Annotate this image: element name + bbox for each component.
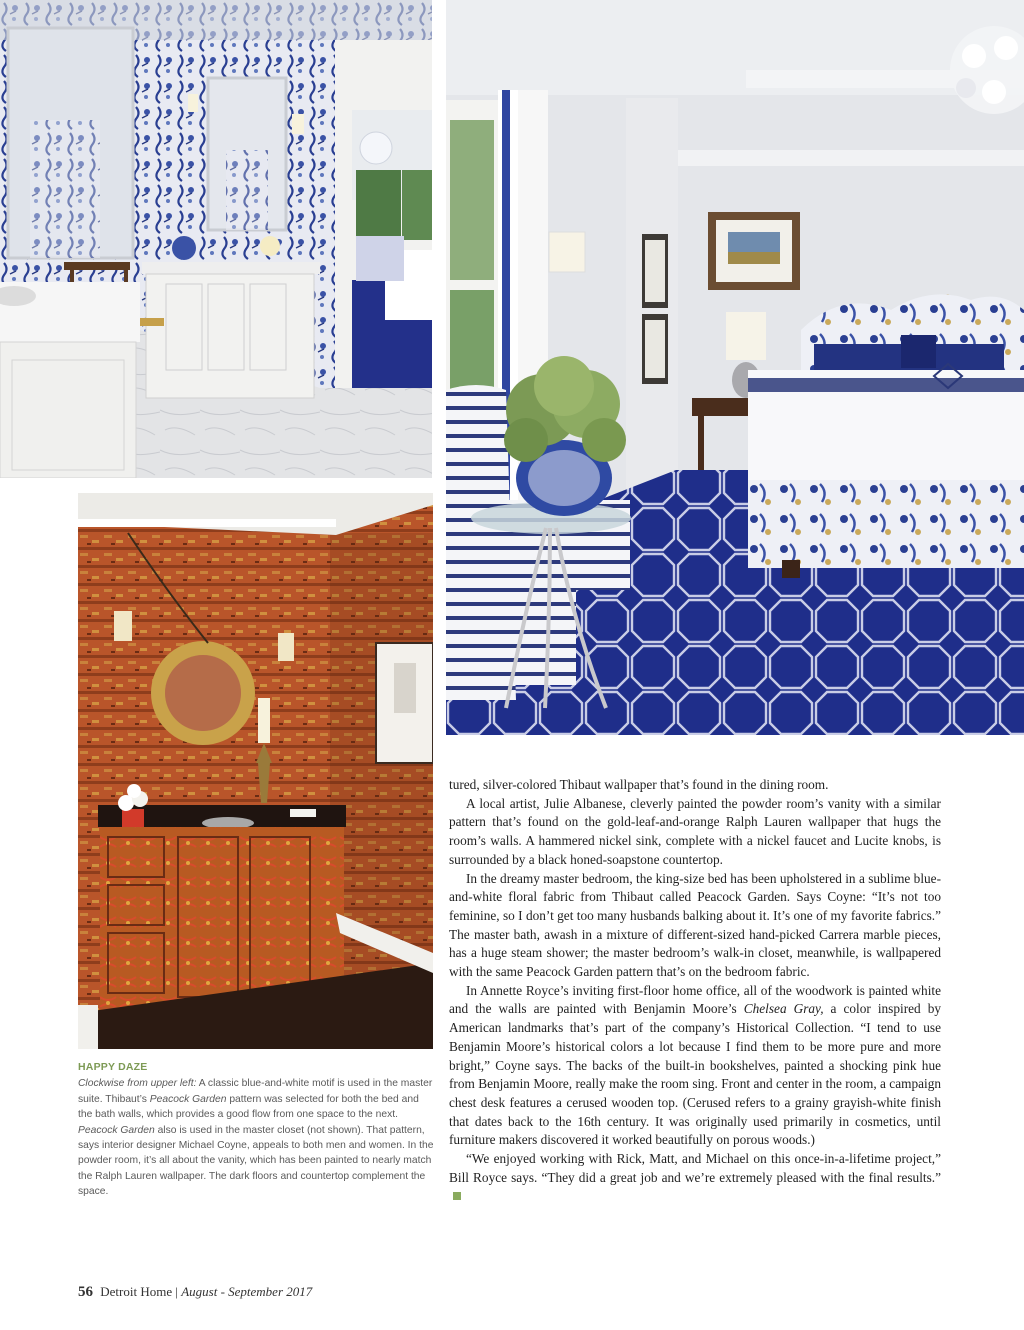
- magazine-name: Detroit Home: [100, 1284, 173, 1299]
- caption-text-part: also is used in the master closet (not shown). That pattern, says interior designer Michael Coyne, appeals to both men and women. In the powder room, it’s all about the vanity, which has been painted to nearly match the Ralph Lauren wallpaper. The dark floors and countertop complement the space.: [78, 1124, 434, 1198]
- article-paragraph: A local artist, Julie Albanese, cleverly painted the powder room’s vanity with a similar pattern that’s found on the gold-leaf-and-orange Ralph Lauren wallpaper that hugs the room’s walls. A hammered nickel sink, complete with a nickel faucet and Lucite knobs, is surrounded by a black honed-soapstone countertop.: [449, 795, 941, 867]
- master-bedroom-image: [446, 0, 1024, 735]
- article-paragraph: tured, silver-colored Thibaut wallpaper that’s found in the dining room.: [449, 777, 829, 792]
- page-number: 56: [78, 1284, 93, 1300]
- article-emphasis: Chelsea Gray,: [743, 1001, 824, 1017]
- article-paragraph: [449, 982, 941, 1150]
- article-text-part: “We enjoyed working with Rick, Matt, and Michael on this once-in-a-lifetime project,” Bill Royce says. “They did a great job and we’re extremely pleased with the final results.”: [449, 1151, 941, 1185]
- issue-date: August - September 2017: [181, 1284, 313, 1299]
- caption-emphasis: Peacock Garden: [78, 1124, 155, 1136]
- caption-text-part: A classic blue-and-white motif is used in the master suite. Thibaut’s: [78, 1078, 433, 1105]
- photo-caption: [78, 1060, 434, 1200]
- folio-separator: |: [172, 1284, 182, 1299]
- caption-text-part: pattern was selected for both the bed and the bath walls, which provides a good flow from one space to the next.: [78, 1093, 419, 1121]
- page-folio: [78, 1284, 312, 1301]
- article-text-part: In Annette Royce’s inviting first-floor home office, all of the woodwork is painted white and the walls are painted with Benjamin Moore’s: [449, 982, 941, 1017]
- powder-room-image: [78, 493, 433, 1049]
- article-text-part: a color inspired by American landmarks that’s part of the company’s Historical Collection. “I tend to use Benjamin Moore’s historical colors a lot because I find them to be more pure and more bright,” Coyne says. The backs of the built-in bookshelves, painted a shocking pink hue from Benjamin Moore, really make the room sing. Front and center in the room, a campaign chest desk features a cerused wooden top. (Cerused refers to a grainy grayish-white finish that dates back to the 16th century. It was originally used primarily in cosmetics, until furniture makers discovered it worked beautifully on porous woods.): [449, 1001, 941, 1148]
- article-paragraph: [449, 1150, 941, 1206]
- article-body: [449, 776, 941, 1206]
- caption-title: HAPPY DAZE: [78, 1061, 148, 1073]
- master-bedroom-photo: [446, 0, 1024, 735]
- master-bath-photo: [0, 0, 432, 478]
- caption-emphasis: Peacock Garden: [149, 1093, 227, 1105]
- caption-text: [78, 1076, 434, 1199]
- end-mark-icon: [453, 1192, 461, 1200]
- powder-room-photo: [78, 493, 433, 1049]
- master-bath-image: [0, 0, 432, 478]
- caption-lead: Clockwise from upper left:: [78, 1078, 197, 1090]
- article-paragraph: In the dreamy master bedroom, the king-size bed has been upholstered in a sublime blue-and-white floral fabric from Thibaut called Peacock Garden. Says Coyne: “It’s not too feminine, so I don’t get too many husbands balking about it. It’s one of my favorite fabrics.” The master bath, awash in a mixture of different-sized hand-picked Carrera marble pieces, has a huge steam shower; the master bedroom’s walk-in closet, meanwhile, is wallpapered with the same Peacock Garden pattern that’s on the bedroom fabric.: [449, 870, 941, 980]
